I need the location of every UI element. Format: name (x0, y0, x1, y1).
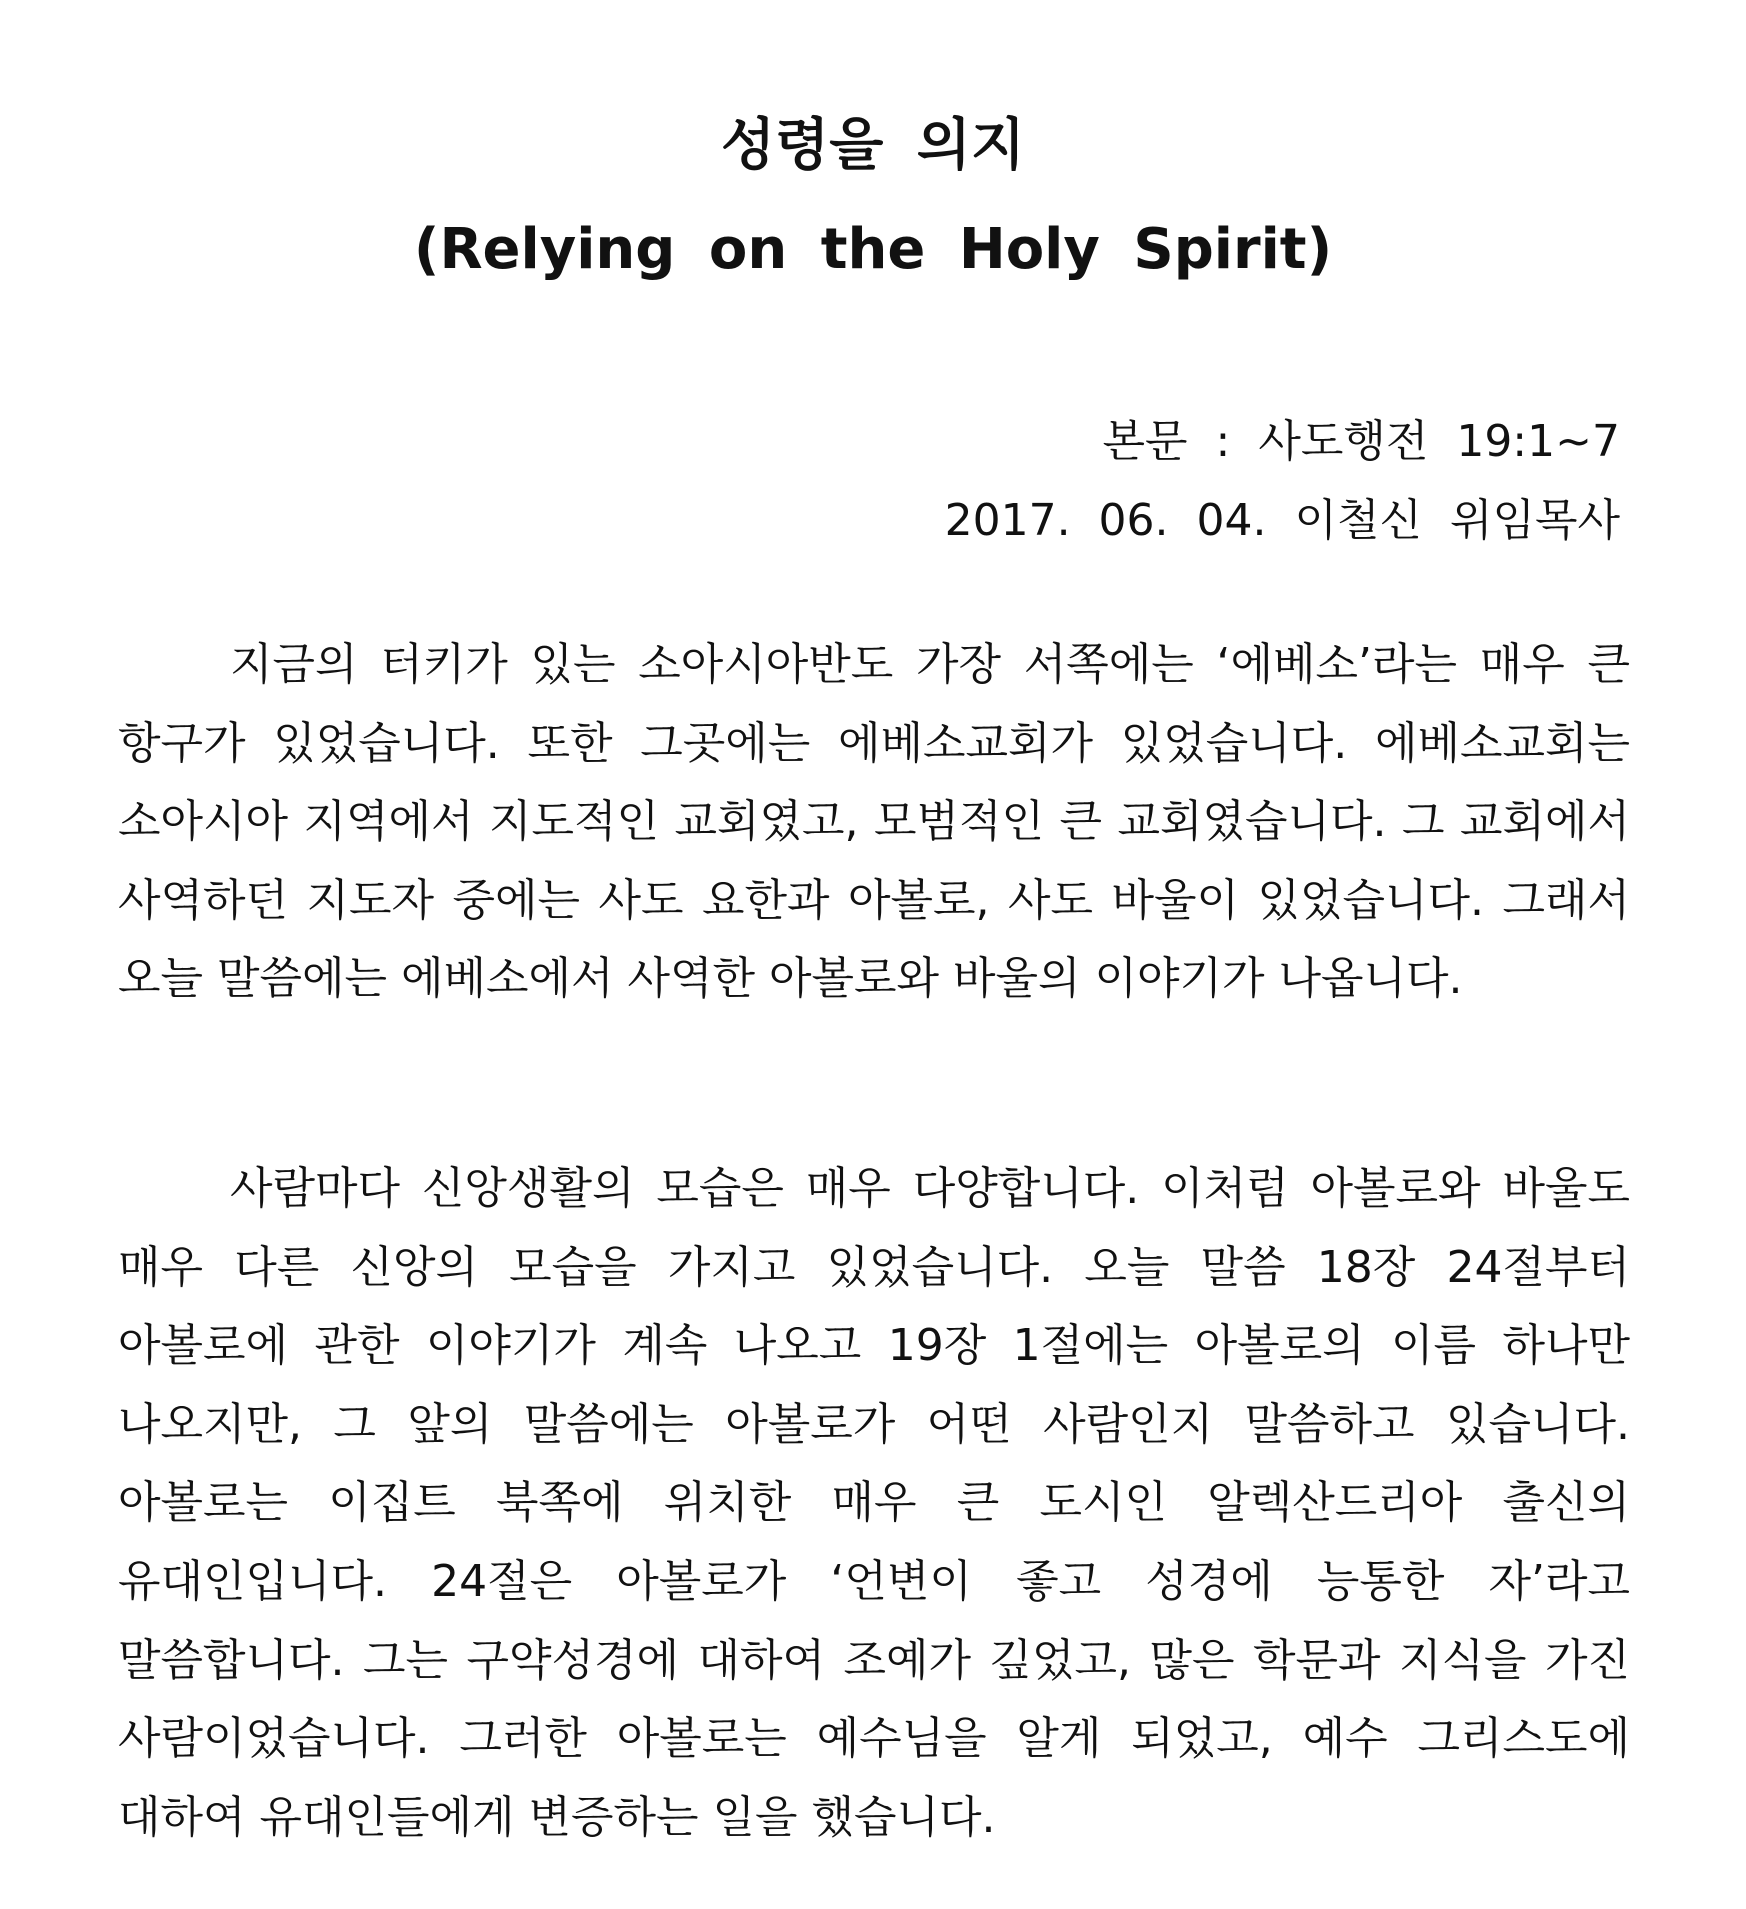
scripture-reference: 본문 : 사도행전 19:1~7 (1102, 416, 1620, 467)
title-english: (Relying on the Holy Spirit) (413, 217, 1333, 282)
title-korean: 성령을 의지 (721, 113, 1025, 178)
body-paragraph-1: 지금의 터키가 있는 소아시아반도 가장 서쪽에는 ‘에베소’라는 매우 큰 항구가 있었습니다. 또한 그곳에는 에베소교회가 있었습니다. 에베소교회는 소아시아 지역에서 지도적인 교회였고, 모범적인 큰 교회였습니다. 그 교회에서 사역하던 지도자 중에는 사도 요한과 아볼로, 사도 바울이 있었습니다. 그래서 오늘 말씀에는 에베소에서 사역한 아볼로와 바울의 이야기가 나옵니다. (118, 639, 1630, 1005)
body-paragraph-2: 사람마다 신앙생활의 모습은 매우 다양합니다. 이처럼 아볼로와 바울도 매우 다른 신앙의 모습을 가지고 있었습니다. 오늘 말씀 18장 24절부터 아볼로에 관한 이야기가 계속 나오고 19장 1절에는 아볼로의 이름 하나만 나오지만, 그 앞의 말씀에는 아볼로가 어떤 사람인지 말씀하고 있습니다. 아볼로는 이집트 북쪽에 위치한 매우 큰 도시인 알렉산드리아 출신의 유대인입니다. 24절은 아볼로가 ‘언변이 좋고 성경에 능통한 자’라고 말씀합니다. 그는 구약성경에 대하여 조예가 깊었고, 많은 학문과 지식을 가진 사람이었습니다. 그러한 아볼로는 예수님을 알게 되었고, 예수 그리스도에 대하여 유대인들에게 변증하는 일을 했습니다. (118, 1163, 1630, 1843)
date-and-author: 2017. 06. 04. 이철신 위임목사 (944, 495, 1620, 546)
